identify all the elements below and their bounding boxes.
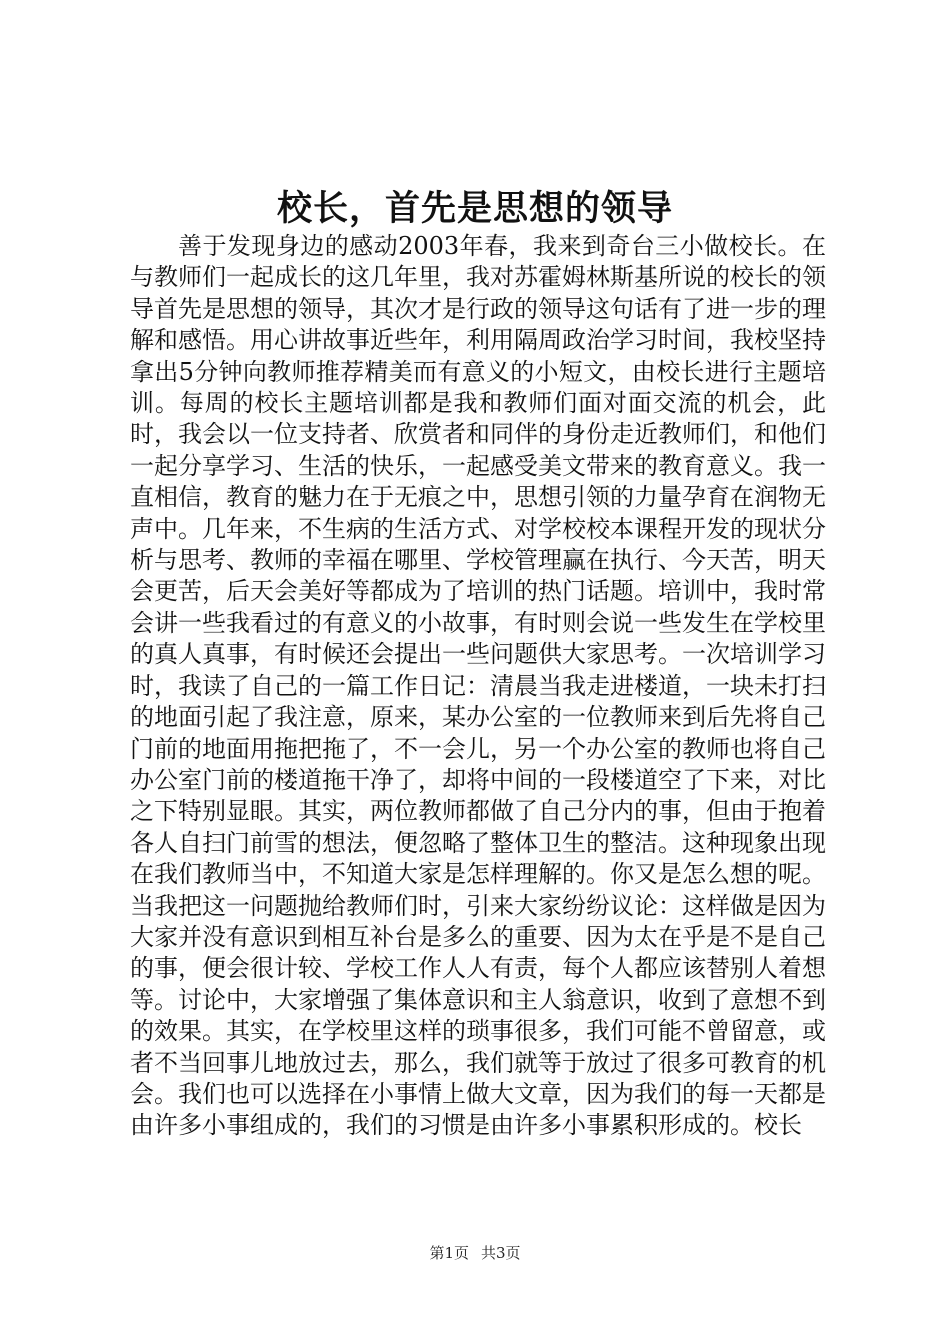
page-total: 共3页 xyxy=(481,1244,521,1262)
page-footer xyxy=(0,1243,950,1263)
page-number: 第1页 xyxy=(429,1244,469,1262)
body-paragraph: 善于发现身边的感动2003年春，我来到奇台三小做校长。在与教师们一起成长的这几年里，我对苏霍姆林斯基所说的校长的领导首先是思想的领导，其次才是行政的领导这句话有了进一步的理解和感悟。用心讲故事近些年，利用隔周政治学习时间，我校坚持拿出5分钟向教师推荐精美而有意义的小短文，由校长进行主题培训。每周的校长主题培训都是我和教师们面对面交流的机会，此时，我会以一位支持者、欣赏者和同伴的身份走近教师们，和他们一起分享学习、生活的快乐，一起感受美文带来的教育意义。我一直相信，教育的魅力在于无痕之中，思想引领的力量孕育在润物无声中。几年来，不生病的生活方式、对学校校本课程开发的现状分析与思考、教师的幸福在哪里、学校管理赢在执行、今天苦，明天会更苦，后天会美好等都成为了培训的热门话题。培训中，我时常会讲一些我看过的有意义的小故事，有时则会说一些发生在学校里的真人真事，有时候还会提出一些问题供大家思考。一次培训学习时，我读了自己的一篇工作日记：清晨当我走进楼道，一块未打扫的地面引起了我注意，原来，某办公室的一位教师来到后先将自己门前的地面用拖把拖了，不一会儿，另一个办公室的教师也将自己办公室门前的楼道拖干净了，却将中间的一段楼道空了下来，对比之下特别显眼。其实，两位教师都做了自己分内的事，但由于抱着各人自扫门前雪的想法，便忽略了整体卫生的整洁。这种现象出现在我们教师当中，不知道大家是怎样理解的。你又是怎么想的呢。当我把这一问题抛给教师们时，引来大家纷纷议论：这样做是因为大家并没有意识到相互补台是多么的重要、因为太在乎是不是自己的事，便会很计较、学校工作人人有责，每个人都应该替别人着想等。讨论中，大家增强了集体意识和主人翁意识，收到了意想不到的效果。其实，在学校里这样的琐事很多，我们可能不曾留意，或者不当回事儿地放过去，那么，我们就等于放过了很多可教育的机会。我们也可以选择在小事情上做大文章，因为我们的每一天都是由许多小事组成的，我们的习惯是由许多小事累积形成的。校长 xyxy=(130,232,826,1140)
document-title: 校长，首先是思想的领导 xyxy=(276,188,673,229)
